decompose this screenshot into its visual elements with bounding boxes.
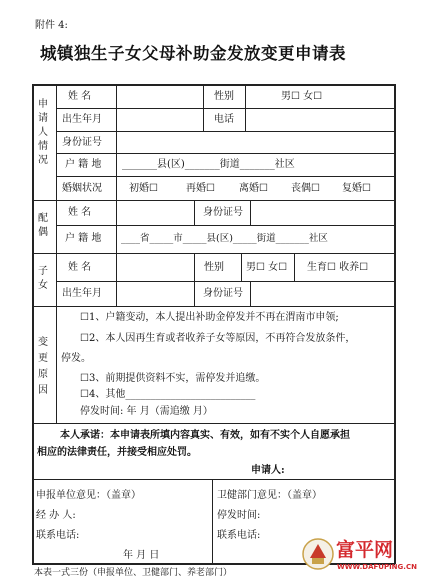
marital-option[interactable]: 丧偶☐: [291, 183, 320, 194]
watermark-brand: 富平网: [336, 539, 394, 561]
section-spouse-label: 配偶: [38, 213, 48, 238]
attachment-label: 附件 4:: [35, 20, 68, 31]
right-contact-phone-label: 联系电话:: [217, 530, 261, 541]
spouse-name-label: 姓 名: [68, 207, 92, 218]
right-stop-date-label: 停发时间:: [217, 510, 261, 521]
applicant-id-label: 身份证号: [62, 137, 102, 148]
spouse-id-label: 身份证号: [203, 207, 243, 218]
copies-note: 本表一式三份（申报单位、卫健部门、养老部门）: [34, 568, 233, 578]
marital-option[interactable]: 复婚☐: [342, 183, 371, 194]
child-birth-label: 出生年月: [62, 288, 102, 299]
section-child-label: 子女: [38, 266, 48, 291]
applicant-huji-value[interactable]: _______县(区)_______街道_______社区: [122, 159, 295, 170]
change-reason-item[interactable]: ☐3、前期提供资料不实，需停发并追缴。: [80, 373, 266, 384]
marital-option[interactable]: 初婚☐: [129, 183, 158, 194]
spouse-huji-value[interactable]: ____省_____市_____县(区)_____街道_______社区: [121, 233, 328, 244]
applicant-huji-label: 户 籍 地: [65, 159, 102, 170]
applicant-gender-options[interactable]: 男☐ 女☐: [281, 91, 323, 102]
marital-option[interactable]: 离婚☐: [239, 183, 268, 194]
watermark-url: WWW.DAFUPING.CN: [337, 563, 417, 571]
child-name-label: 姓 名: [68, 262, 92, 273]
applicant-marital-label: 婚姻状况: [62, 183, 102, 194]
pledge-text-line2: 相应的法律责任，并接受相应处罚。: [37, 447, 197, 458]
stop-time-field[interactable]: 停发时间: 年 月（需追缴 月）: [80, 406, 213, 417]
marital-option[interactable]: 再婚☐: [186, 183, 215, 194]
child-gender-label: 性别: [204, 262, 224, 273]
page-title: 城镇独生子女父母补助金发放变更申请表: [40, 44, 346, 63]
section-applicant-label: 申请人情况: [38, 99, 48, 166]
applicant-name-label: 姓 名: [68, 91, 92, 102]
date-label: 年 月 日: [123, 550, 160, 561]
applicant-gender-label: 性别: [214, 91, 234, 102]
applicant-signature-label[interactable]: 申请人:: [251, 465, 285, 476]
handler-label: 经 办 人:: [36, 510, 76, 521]
health-dept-opinion: 卫健部门意见：（盖章）: [217, 490, 322, 501]
change-reason-item[interactable]: ☐1、户籍变动，本人提出补助金停发并不再在渭南市申领;: [80, 312, 339, 323]
section-change-label: 变更原因: [38, 337, 48, 396]
change-reason-item[interactable]: ☐2、本人因再生育或者收养子女等原因，不再符合发放条件，: [80, 333, 356, 344]
reporting-unit-opinion: 申报单位意见：（盖章）: [36, 490, 141, 501]
spouse-huji-label: 户 籍 地: [65, 233, 102, 244]
child-id-label: 身份证号: [203, 288, 243, 299]
pledge-text-line1: 本人承诺：本申请表所填内容真实、有效，如有不实个人自愿承担: [60, 430, 350, 441]
applicant-birth-label: 出生年月: [62, 114, 102, 125]
left-contact-phone-label: 联系电话:: [36, 530, 80, 541]
applicant-phone-label: 电话: [214, 114, 234, 125]
change-reason-continuation: 停发。: [61, 353, 91, 364]
child-gender-options[interactable]: 男☐ 女☐: [246, 262, 288, 273]
dafuping-watermark-logo: [300, 532, 420, 576]
child-status-options[interactable]: 生育☐ 收养☐: [307, 262, 369, 273]
change-reason-item[interactable]: ☐4、其他__________________________: [80, 389, 256, 400]
